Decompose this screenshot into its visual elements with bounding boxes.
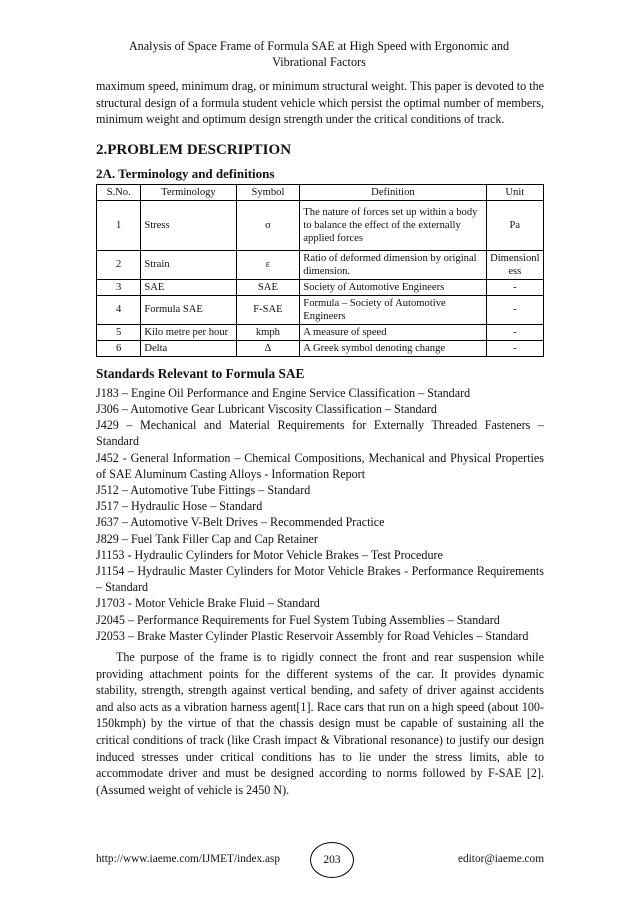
list-item: J637 – Automotive V-Belt Drives – Recommended Practice bbox=[96, 515, 385, 530]
section-title: 2.PROBLEM DESCRIPTION bbox=[96, 141, 292, 158]
table-row bbox=[97, 200, 544, 250]
list-item: J452 - General Information – Chemical Compositions, Mechanical and Physical Properties of SAE Aluminum Casting Alloys - Information Report bbox=[96, 450, 544, 481]
cell-sno: 2 bbox=[97, 250, 141, 279]
cell-term: Delta bbox=[141, 340, 236, 356]
cell-definition: The nature of forces set up within a body to balance the effect of the externally applied forces bbox=[300, 200, 486, 250]
cell-sno: 3 bbox=[97, 279, 141, 295]
header-symbol: Symbol bbox=[236, 184, 300, 200]
header-unit: Unit bbox=[486, 184, 543, 200]
table-row bbox=[97, 295, 544, 324]
cell-symbol: SAE bbox=[236, 279, 300, 295]
standards-list bbox=[96, 385, 544, 644]
cell-term: SAE bbox=[141, 279, 236, 295]
list-item: J306 – Automotive Gear Lubricant Viscosity Classification – Standard bbox=[96, 401, 437, 416]
list-item: J2053 – Brake Master Cylinder Plastic Reservoir Assembly for Road Vehicles – Standard bbox=[96, 628, 529, 643]
subsection-title: 2A. Terminology and definitions bbox=[96, 165, 275, 181]
running-header bbox=[100, 38, 538, 70]
cell-term: Kilo metre per hour bbox=[141, 324, 236, 340]
list-item: J1153 - Hydraulic Cylinders for Motor Vehicle Brakes – Test Procedure bbox=[96, 547, 443, 562]
footer-url-link[interactable]: http://www.iaeme.com/IJMET/index.asp bbox=[96, 853, 281, 865]
header-line-1: Analysis of Space Frame of Formula SAE at High Speed with Ergonomic and bbox=[128, 39, 510, 53]
list-item: J2045 – Performance Requirements for Fuel System Tubing Assemblies – Standard bbox=[96, 612, 500, 627]
cell-symbol: F-SAE bbox=[236, 295, 300, 324]
list-item: J517 – Hydraulic Hose – Standard bbox=[96, 499, 263, 514]
table-row bbox=[97, 250, 544, 279]
list-item: J1703 - Motor Vehicle Brake Fluid – Standard bbox=[96, 596, 320, 611]
footer-email-link[interactable]: editor@iaeme.com bbox=[458, 853, 544, 865]
list-item: J429 – Mechanical and Material Requirements for Externally Threaded Fasteners – Standard bbox=[96, 418, 544, 449]
cell-unit: - bbox=[486, 295, 543, 324]
cell-sno: 4 bbox=[97, 295, 141, 324]
cell-definition: Ratio of deformed dimension by original dimension. bbox=[300, 250, 486, 279]
page-footer bbox=[96, 842, 544, 878]
cell-symbol: kmph bbox=[236, 324, 300, 340]
cell-definition: Formula – Society of Automotive Engineers bbox=[300, 295, 486, 324]
header-terminology: Terminology bbox=[141, 184, 236, 200]
standards-title: Standards Relevant to Formula SAE bbox=[96, 365, 305, 381]
page-number-badge: 203 bbox=[310, 842, 354, 878]
list-item: J183 – Engine Oil Performance and Engine Service Classification – Standard bbox=[96, 385, 471, 400]
cell-definition: Society of Automotive Engineers bbox=[300, 279, 486, 295]
header-definition: Definition bbox=[300, 184, 486, 200]
list-item: J512 – Automotive Tube Fittings – Standard bbox=[96, 483, 311, 497]
table-row bbox=[97, 340, 544, 356]
table-row bbox=[97, 324, 544, 340]
header-sno: S.No. bbox=[97, 184, 141, 200]
terminology-table bbox=[96, 184, 544, 357]
cell-definition: A measure of speed bbox=[300, 324, 486, 340]
cell-unit: - bbox=[486, 279, 543, 295]
cell-symbol: σ bbox=[236, 200, 300, 250]
cell-unit: - bbox=[486, 324, 543, 340]
cell-unit: - bbox=[486, 340, 543, 356]
cell-symbol: ε bbox=[236, 250, 300, 279]
list-item: J829 – Fuel Tank Filler Cap and Cap Retainer bbox=[96, 531, 318, 546]
cell-sno: 6 bbox=[97, 340, 141, 356]
frame-paragraph: The purpose of the frame is to rigidly connect the front and rear suspension while providing attachment points for the different systems of the car. It provides dynamic stability, strength, strength against vertical bending, and safety of driver against accidents and also acts as a vibration harness agent[1]. Race cars that run on a high speed (about 100-150kmph) by the virtue of that the chassis design must be capable of sustaining all the critical conditions of track (like Crash impact & Vibrational resonance) to justify our design induced stresses under critical conditions has to lie under the stress limits, able to accommodate driver and must be designed according to norms followed by F-SAE [2]. (Assumed weight of vehicle is 2450 N). bbox=[96, 650, 544, 797]
header-line-2: Vibrational Factors bbox=[272, 55, 366, 69]
cell-term: Formula SAE bbox=[141, 295, 236, 324]
cell-sno: 5 bbox=[97, 324, 141, 340]
intro-paragraph: maximum speed, minimum drag, or minimum structural weight. This paper is devoted to the structural design of a formula student vehicle which persist the optimal number of members, minimum weight and optimum design strength under the critical conditions of track. bbox=[96, 79, 544, 127]
table-row bbox=[97, 279, 544, 295]
cell-sno: 1 bbox=[97, 200, 141, 250]
table-header-row bbox=[97, 184, 544, 200]
cell-definition: A Greek symbol denoting change bbox=[300, 340, 486, 356]
cell-term: Stress bbox=[141, 200, 236, 250]
cell-symbol: Δ bbox=[236, 340, 300, 356]
cell-unit: Pa bbox=[486, 200, 543, 250]
main-content bbox=[96, 78, 544, 798]
cell-unit: Dimensionless bbox=[486, 250, 543, 279]
cell-term: Strain bbox=[141, 250, 236, 279]
list-item: J1154 – Hydraulic Master Cylinders for Motor Vehicle Brakes - Performance Requirements – Standard bbox=[96, 564, 544, 595]
